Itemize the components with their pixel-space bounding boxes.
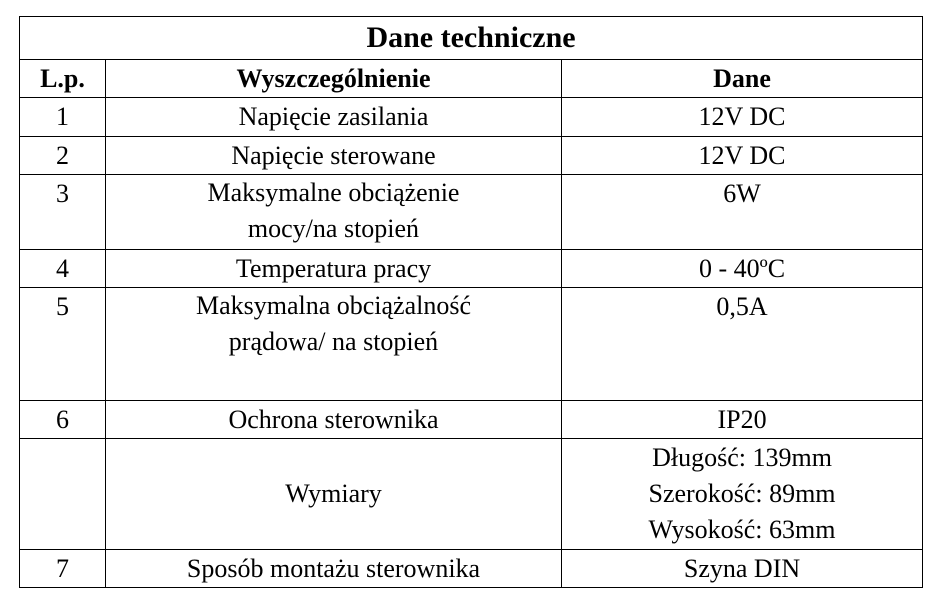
row-item-line: mocy/na stopień <box>247 214 420 243</box>
table-row <box>20 175 923 250</box>
row-number <box>20 288 106 401</box>
row-number: 7 <box>20 550 106 588</box>
row-value-line: Szyna DIN <box>683 553 801 583</box>
row-item-line: Temperatura pracy <box>235 253 432 283</box>
table-row <box>20 550 923 588</box>
row-number-text: 3 <box>56 179 69 208</box>
row-item-line: Ochrona sterownika <box>228 404 439 434</box>
row-value-line: 12V DC <box>698 140 786 170</box>
row-value <box>562 550 923 588</box>
row-value-line: IP20 <box>717 404 767 434</box>
title-row <box>20 17 923 60</box>
row-item-line: prądowa/ na stopień <box>228 327 439 356</box>
row-item-line: Napięcie sterowane <box>231 140 436 170</box>
row-value <box>562 175 923 250</box>
row-value <box>562 401 923 439</box>
row-value <box>562 98 923 137</box>
header-item: Wyszczególnienie <box>106 60 562 98</box>
table-row <box>20 439 923 550</box>
row-item-line: Napięcie zasilania <box>238 102 429 131</box>
row-value-line: 6W <box>723 179 761 208</box>
table-row <box>20 401 923 439</box>
row-item <box>106 550 562 588</box>
header-value: Dane <box>562 60 923 98</box>
row-item <box>106 175 562 250</box>
row-value-line: 0,5A <box>716 292 768 321</box>
row-number: 6 <box>20 401 106 439</box>
row-item <box>106 401 562 439</box>
row-number <box>20 439 106 550</box>
table-title: Dane techniczne <box>20 17 923 60</box>
header-lp: L.p. <box>20 60 106 98</box>
table-row <box>20 288 923 401</box>
row-value-line: 12V DC <box>698 102 786 131</box>
row-item <box>106 137 562 175</box>
row-value <box>562 439 923 550</box>
row-item-line: Maksymalne obciążenie <box>207 178 460 207</box>
row-value <box>562 137 923 175</box>
row-number: 1 <box>20 98 106 137</box>
row-number-text: 5 <box>56 292 69 321</box>
row-item-line: Maksymalna obciążalność <box>195 291 472 320</box>
row-value-line: Długość: 139mm <box>652 443 832 472</box>
row-item <box>106 98 562 137</box>
row-number: 2 <box>20 137 106 175</box>
row-value-line: 0 - 40ºC <box>698 253 786 283</box>
header-row <box>20 60 923 98</box>
row-number: 4 <box>20 250 106 288</box>
table-row <box>20 137 923 175</box>
row-value-line: Szerokość: 89mm <box>648 479 836 508</box>
row-number <box>20 175 106 250</box>
row-item <box>106 439 562 550</box>
row-item-line: Sposób montażu sterownika <box>186 553 481 583</box>
row-value <box>562 250 923 288</box>
technical-data-table <box>19 16 923 588</box>
table-row <box>20 98 923 137</box>
row-item <box>106 288 562 401</box>
row-item <box>106 250 562 288</box>
row-item-line: Wymiary <box>285 479 382 508</box>
table-row <box>20 250 923 288</box>
row-value <box>562 288 923 401</box>
row-value-line: Wysokość: 63mm <box>648 515 836 544</box>
